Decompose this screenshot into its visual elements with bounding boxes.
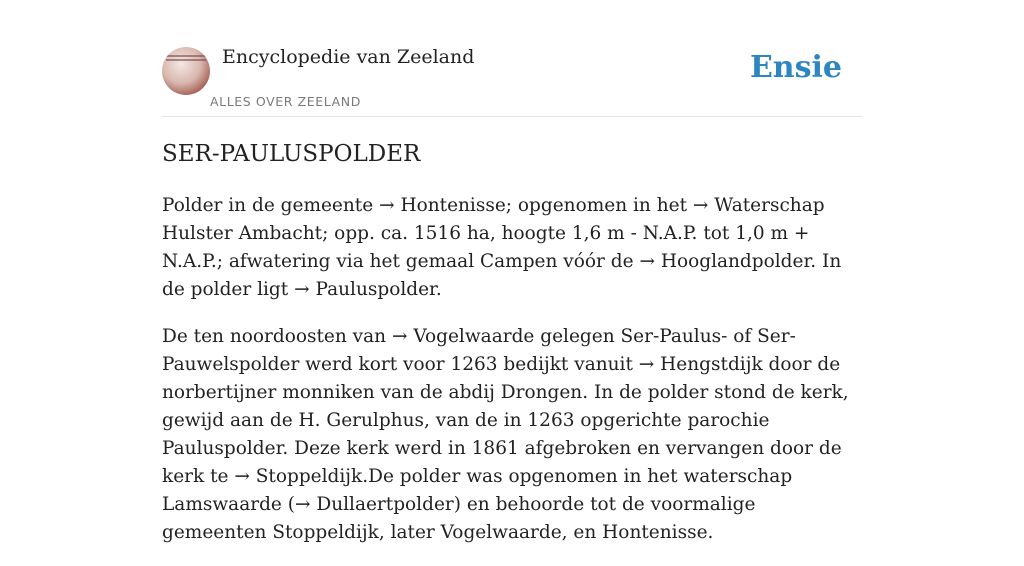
link-hengstdijk[interactable]: → Hengstdijk: [638, 354, 763, 375]
site-avatar[interactable]: [162, 47, 210, 95]
text: door de norbertijner monniken van de abdij Drongen. In de polder stond de kerk, gewijd aan de H. Gerulphus, van de in 1263 opgerichte parochie Pauluspolder. Deze kerk werd in 1861 afgebroken en vervangen door de kerk te: [162, 354, 849, 487]
text: ; opgenomen in het: [505, 195, 693, 216]
link-dullaertpolder[interactable]: → Dullaertpolder: [294, 494, 454, 515]
article-title: SER-PAULUSPOLDER: [162, 141, 421, 167]
text: gelegen Ser-Paulus- of Ser-Pauwelspolder werd kort voor 1263 bedijkt vanuit: [162, 326, 796, 375]
link-stoppeldijk[interactable]: → Stoppeldijk: [234, 466, 363, 487]
text: De ten noordoosten van: [162, 326, 392, 347]
text: Polder in de gemeente: [162, 195, 380, 216]
link-hontenisse[interactable]: → Hontenisse: [379, 195, 506, 216]
text: .De polder was opgenomen in het waterschap Lamswaarde (: [162, 466, 793, 515]
site-header: [162, 0, 862, 117]
link-vogelwaarde[interactable]: → Vogelwaarde: [391, 326, 535, 347]
text: .: [435, 279, 442, 300]
article-paragraph-2: [162, 323, 862, 547]
ensie-logo-link[interactable]: Ensie: [749, 50, 842, 85]
text: . In de polder ligt: [162, 251, 842, 300]
link-hooglandpolder[interactable]: → Hooglandpolder: [639, 251, 811, 272]
link-waterschap-hulster-ambacht[interactable]: → Waterschap Hulster Ambacht: [162, 195, 825, 244]
page-container: [162, 0, 862, 543]
article-paragraph-1: [162, 192, 862, 304]
article-body: [162, 192, 862, 566]
site-tagline: ALLES OVER ZEELAND: [210, 94, 361, 109]
text: ) en behoorde tot de voormalige gemeenten Stoppeldijk, later Vogelwaarde, en Hontenisse.: [162, 494, 756, 543]
site-title[interactable]: Encyclopedie van Zeeland: [222, 46, 475, 68]
link-pauluspolder[interactable]: → Pauluspolder: [294, 279, 436, 300]
text: ; opp. ca. 1516 ha, hoogte 1,6 m - N.A.P. tot 1,0 m + N.A.P.; afwatering via het gemaal Campen vóór de: [162, 223, 810, 272]
